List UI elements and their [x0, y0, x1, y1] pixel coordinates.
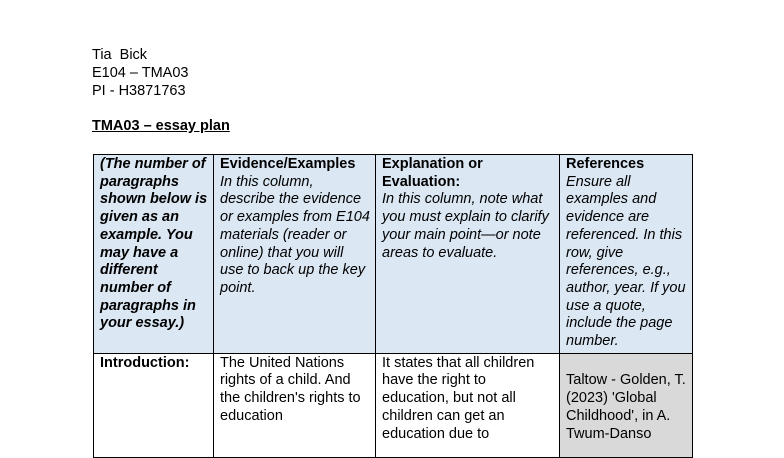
author-name: Tia Bick	[92, 47, 148, 63]
paragraph-note-cell	[94, 155, 214, 354]
intro-reference: Taltow - Golden, T. (2023) 'Global Childhood', in A. Twum-Danso	[566, 372, 686, 442]
paragraph-note: (The number of paragraphs shown below is given as an example. You may have a different number of paragraphs in your essay.)	[100, 156, 208, 332]
intro-evidence-cell	[214, 353, 376, 457]
explanation-title: Explanation or Evaluation:	[382, 156, 483, 190]
personal-identifier: PI - H3871763	[92, 83, 186, 99]
essay-plan-table	[93, 154, 693, 458]
table-row	[94, 353, 693, 457]
references-title: References	[566, 156, 645, 172]
explanation-note: In this column, note what you must explain to clarify your main point—or note areas to evaluate.	[382, 191, 549, 261]
evidence-note: In this column, describe the evidence or examples from E104 materials (reader or online) that you will use to back up the key point.	[220, 173, 370, 296]
reference-spacer	[566, 355, 687, 373]
intro-reference-cell	[560, 353, 693, 457]
intro-evidence: The United Nations rights of a child. And the children's rights to education	[220, 354, 361, 424]
references-note: Ensure all examples and evidence are referenced. In this row, give references, e.g., author, year. If you use a quote, include the page number.	[566, 173, 686, 350]
intro-explanation-cell	[376, 353, 560, 457]
references-header-cell	[560, 155, 693, 354]
evidence-header-cell	[214, 155, 376, 354]
intro-label-cell	[94, 353, 214, 457]
evidence-title: Evidence/Examples	[220, 156, 356, 172]
intro-label: Introduction:	[100, 354, 190, 371]
intro-explanation: It states that all children have the right to education, but not all children can get an education due to	[382, 354, 535, 442]
document-header	[92, 46, 188, 100]
explanation-header-cell	[376, 155, 560, 354]
table-header-row	[94, 155, 693, 354]
plan-title: TMA03 – essay plan	[92, 118, 230, 134]
module-code: E104 – TMA03	[92, 65, 189, 81]
